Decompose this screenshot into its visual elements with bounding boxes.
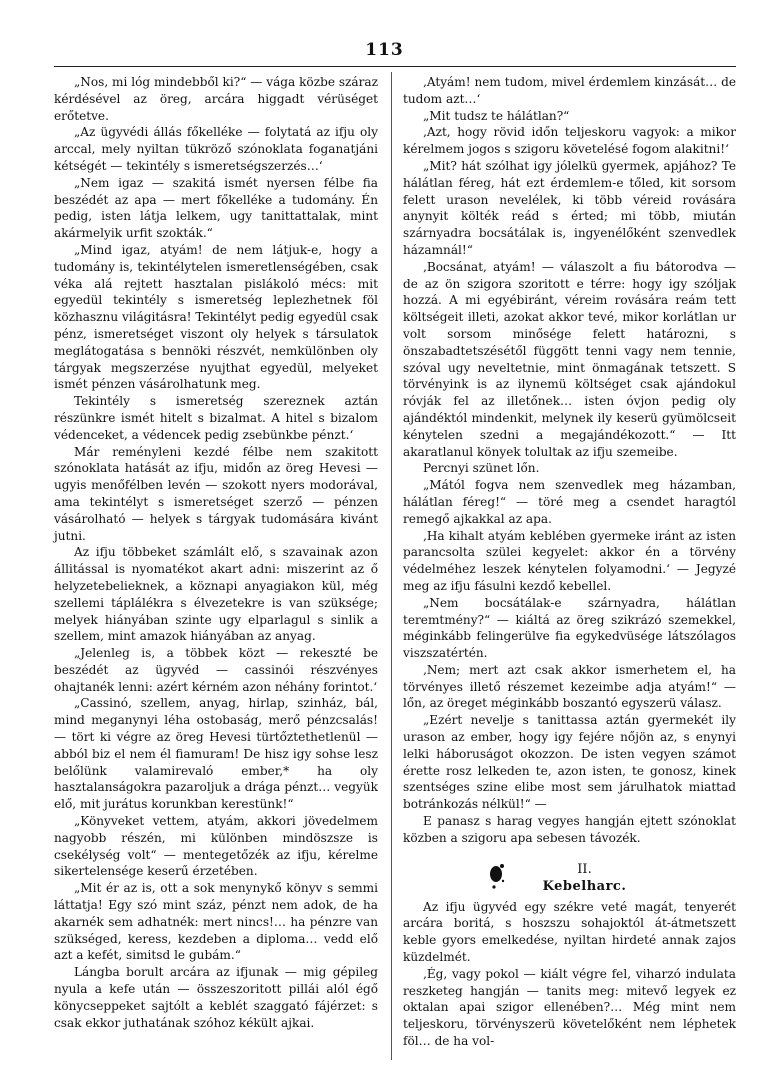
header-rule: [54, 66, 736, 67]
paragraph: „Nem igaz — szakitá ismét nyersen félbe fia beszédét az apa — mert főkelléke a tudomány. Én pedig, isten látja lelkem, ugy tanittattalak, mint akármelyik urfit szokták.“: [54, 175, 378, 241]
paragraph: E panasz s harag vegyes hangján ejtett szónoklat közben a szigoru apa sebesen távozék.: [403, 814, 736, 845]
paragraph: Lángba borult arcára az ifjunak — mig gépileg nyula a kefe után — összeszoritott pillái alól égő könycseppeket sajtólt a keblét szaggató fájérzet: s csak ekkor juthatának szóhoz kékült ajkai.: [54, 965, 378, 1030]
section-title: Kebelharc.: [542, 878, 627, 894]
paragraph: Tekintély s ismeretség szereznek aztán részünkre ismét hitelt s bizalmat. A hitel s bizalom védenceket, a védencek pedig zsebünkbe pénzt.‘: [54, 394, 378, 442]
paragraph: ‚Nem; mert azt csak akkor ismerhetem el, ha törvényes illető részemet kezeimbe adja atyám!“ — lőn, az öreget méginkább boszantó egyszerü válasz.: [403, 662, 736, 711]
paragraph: „Az ügyvédi állás főkelléke — folytatá az ifju oly arccal, mely nyiltan tükröző szónoklata foganatjáni kétségét — tekintély s ismeretségszerzés…‘: [54, 125, 378, 173]
paragraph: „Nos, mi lóg mindebből ki?“ — vága közbe száraz kérdésével az öreg, arcára higgadt vérüséget erőtetve.: [54, 75, 378, 123]
paragraph: Az ifju ügyvéd egy székre veté magát, tenyerét arcára boritá, s hoszszu sohajoktól át-átmetszett keble gyors emelkedése, nyiltan hirdeté annak zajos küzdelmét.: [403, 899, 736, 965]
paragraph: ‚Ha kihalt atyám keblében gyermeke iránt az isten parancsolta szülei kegyelet: akkor én a törvény védelméhez leszek kénytelen folyamodni.‘ — Jegyzé meg az ifju fásulni kezdő kebellel.: [403, 528, 736, 593]
column-divider: [391, 72, 392, 1060]
ink-blot-ornament-icon: [485, 857, 513, 897]
paragraph: Már reményleni kezdé félbe nem szakitott szónoklata hatását az ifju, midőn az öreg Hevesi — ugyis menőfélben levén — szokott nyers modorával, ama tekintélyt s ismeretséget szerző — pénzen vásárolható — helyek s tárgyak tudomására kivánt jutni.: [54, 444, 378, 543]
left-column: [54, 74, 378, 1031]
paragraph: Az ifju többeket számlált elő, s szavainak azon állitással is nyomatékot akart adni: miszerint az ő helyzetebelieknek, a köznapi anyagiakon kül, még szellemi táplálékra s élvezetekre is van szüksége; melyek hiányában szinte ugy elparlagul s sinlik a szellem, mint amazok hiányában az anyag.: [54, 545, 378, 644]
paragraph: ‚Ég, vagy pokol — kiált végre fel, viharzó indulata reszketeg hangján — tanits meg: mitevő legyek ez oktalan apai szigor ellenében?… Még mint nem teljeskoru, törvényszerü követelőként nem léphetek föl… de ha vol-: [403, 966, 736, 1049]
paragraph: ‚Atyám! nem tudom, mivel érdemlem kinzását… de tudom azt…‘: [403, 75, 736, 106]
paragraph: „Jelenleg is, a többek közt — rekeszté be beszédét az ügyvéd — cassinói részvényes ohajtanék lenni: azért kérném azon néhány forintot.‘: [54, 646, 378, 694]
paragraph: „Cassinó, szellem, anyag, hirlap, szinház, bál, mind meganynyi léha ostobaság, merő pénzcsalás! — tört ki végre az öreg Hevesi türtőztethetlenül — abból biz el nem él fiamuram! De hisz igy sohse lesz belőlünk valamirevaló ember,* ha oly hasztalanságokra pazaroljuk a drága pénzt… vegyük elő, mit jurátus korunkban kerestünk!“: [54, 696, 378, 812]
paragraph: ‚Azt, hogy rövid időn teljeskoru vagyok: a mikor kérelmem jogos s szigoru követelésé fogom alakitni!‘: [403, 125, 736, 157]
page-number: 113: [365, 40, 404, 60]
paragraph: „Mit ér az is, ott a sok menynykő könyv s semmi láttatja! Egy szó mint száz, pénzt nem adok, de ha akarnék sem adhatnék: mert nincs!… ha pénzre van szükséged, keress, kezdeben a diploma… vedd elő azt a kefét, simitsd le gubám.“: [54, 881, 378, 963]
paragraph: „Nem bocsátálak-e szárnyadra, hálátlan teremtmény?“ — kiáltá az öreg szikrázó szemekkel, méginkább felingerülve fia egykedvüsége látszólagos viszszatértén.: [403, 595, 736, 661]
section-heading: [403, 861, 736, 896]
right-column: [403, 74, 736, 1050]
paragraph: „Mind igaz, atyám! de nem látjuk-e, hogy a tudomány is, tekintélytelen ismeretlenségében, csak véka alá rejtett hasztalan pislákoló mécs: mit egyedül tekintély s ismeretség leplezhetnek föl közhasznu világitásra! Tekintélyt pedig egyedül csak pénz, ismeretséget viszont oly helyek s társulatok meglátogatása s bennöki részvét, nemkülönben oly tárgyak megszerzése nyujthat egyedül, melyeket ismét pénzen vásárolhatunk meg.: [54, 242, 378, 392]
paragraph: „Mit tudsz te hálátlan?“: [423, 108, 570, 123]
paragraph: „Ezért nevelje s tanittassa aztán gyermekét ily urason az ember, hogy igy fejére nőjön az, s enynyi lelki háboruságot okozzon. De isten vegyen számot érette rosz lelkeden te, azon isten, te gonosz, kinek szentséges szine elibe most sem járulhatok miattad botránkozás nélkül!“ —: [403, 713, 736, 812]
paragraph: ‚Bocsánat, atyám! — válaszolt a fiu bátorodva — de az ön szigora szoritott e térre: hogy igy szóljak hozzá. A mi egyébiránt, véreim rovására reám tett költségeit illeti, azokat akkor tevé, mikor korlátlan ur volt sorsom minősége felett határozni, s önszabadtetszésétől függött tenni vagy nem tennie, szóval ugy neveltetnie, mint önmagának tetszett. S törvényink is az ilynemü költséget csak ajándokul róvják fel az illetőnek… isten óvjon pedig oly ajándéktól mindenkit, melynek ily keserü gyümölcseit kénytelen szedni a megajándékozott.“ — Itt akaratlanul könyek tolultak az ifju szemeibe.: [403, 259, 736, 459]
paragraph: Percnyi szünet lőn.: [423, 461, 540, 476]
paragraph: „Mától fogva nem szenvedlek meg házamban, hálátlan féreg!“ — töré meg a csendet haragtól remegő ajkakkal az apa.: [403, 478, 736, 526]
paragraph: „Mit? hát szólhat igy jólelkü gyermek, apjához? Te hálátlan féreg, hát ezt érdemlem-e tőled, kit sorsom felett urason nevelélek, ki több véreid rovására anynyit költék reád s érted; mi több, miután szárnyadra bocsátálak is, ingyenélőként szenvedlek házamnál!“: [403, 158, 736, 257]
paragraph: „Könyveket vettem, atyám, akkori jövedelmem nagyobb részén, mi különben mindöszsze is csekélység volt“ — mentegetőzék az ifju, kérelme sikertelensége keserű érzetében.: [54, 814, 378, 879]
section-number: II.: [577, 861, 592, 877]
